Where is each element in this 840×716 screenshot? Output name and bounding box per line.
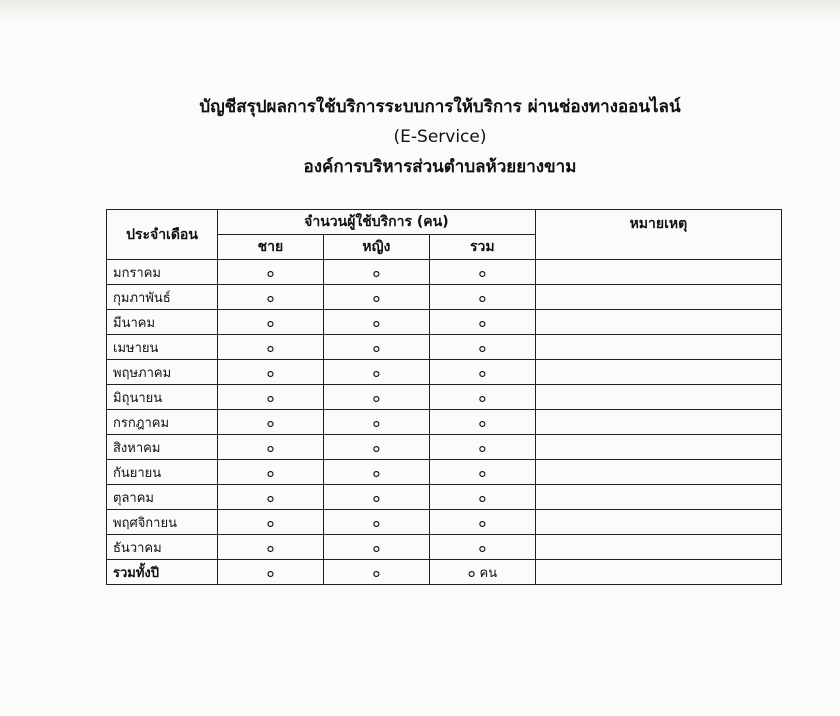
female-cell: ๐ <box>323 385 429 410</box>
note-cell <box>535 360 781 385</box>
female-cell: ๐ <box>323 535 429 560</box>
header-users: จำนวนผู้ใช้บริการ (คน) <box>217 210 535 235</box>
male-cell: ๐ <box>217 335 323 360</box>
total-cell: ๐ <box>429 360 535 385</box>
table-row <box>107 535 782 560</box>
table-row <box>107 460 782 485</box>
female-cell: ๐ <box>323 260 429 285</box>
note-cell <box>535 285 781 310</box>
note-cell <box>535 260 781 285</box>
total-cell: ๐ <box>429 335 535 360</box>
note-cell <box>535 535 781 560</box>
month-cell: พฤศจิกายน <box>107 510 218 535</box>
total-note-cell <box>535 560 781 585</box>
female-cell: ๐ <box>323 310 429 335</box>
month-cell: ตุลาคม <box>107 485 218 510</box>
table-row <box>107 285 782 310</box>
total-cell: ๐ <box>429 535 535 560</box>
month-cell: ธันวาคม <box>107 535 218 560</box>
total-cell: ๐ <box>429 260 535 285</box>
header-month: ประจำเดือน <box>107 210 218 260</box>
total-cell: ๐ <box>429 385 535 410</box>
total-label-cell: รวมทั้งปี <box>107 560 218 585</box>
note-cell <box>535 460 781 485</box>
male-cell: ๐ <box>217 360 323 385</box>
total-cell: ๐ <box>429 410 535 435</box>
table-body <box>107 260 782 585</box>
month-cell: กุมภาพันธ์ <box>107 285 218 310</box>
male-cell: ๐ <box>217 410 323 435</box>
table-row <box>107 385 782 410</box>
female-cell: ๐ <box>323 360 429 385</box>
header-note: หมายเหตุ <box>535 210 781 260</box>
total-cell: ๐ <box>429 460 535 485</box>
table-row <box>107 410 782 435</box>
table-row <box>107 360 782 385</box>
female-cell: ๐ <box>323 485 429 510</box>
male-cell: ๐ <box>217 535 323 560</box>
male-cell: ๐ <box>217 435 323 460</box>
female-cell: ๐ <box>323 335 429 360</box>
header-female: หญิง <box>323 235 429 260</box>
month-cell: มิถุนายน <box>107 385 218 410</box>
table-row <box>107 310 782 335</box>
month-cell: พฤษภาคม <box>107 360 218 385</box>
title-line-1: บัญชีสรุปผลการใช้บริการระบบการให้บริการ ผ่านช่องทางออนไลน์ <box>199 97 681 117</box>
table-row <box>107 335 782 360</box>
service-usage-table <box>106 209 782 585</box>
header-male: ชาย <box>217 235 323 260</box>
header-row-1 <box>107 210 782 235</box>
document-title <box>0 92 840 182</box>
female-cell: ๐ <box>323 435 429 460</box>
male-cell: ๐ <box>217 510 323 535</box>
male-cell: ๐ <box>217 310 323 335</box>
total-cell: ๐ <box>429 435 535 460</box>
table-row <box>107 510 782 535</box>
table-row <box>107 485 782 510</box>
male-cell: ๐ <box>217 285 323 310</box>
header-total: รวม <box>429 235 535 260</box>
female-cell: ๐ <box>323 285 429 310</box>
total-female-cell: ๐ <box>323 560 429 585</box>
month-cell: กรกฎาคม <box>107 410 218 435</box>
note-cell <box>535 410 781 435</box>
female-cell: ๐ <box>323 510 429 535</box>
title-line-2: (E-Service) <box>393 127 487 147</box>
note-cell <box>535 335 781 360</box>
table-row <box>107 260 782 285</box>
total-sum-unit: คน <box>479 565 498 581</box>
total-cell: ๐ <box>429 310 535 335</box>
total-row <box>107 560 782 585</box>
total-male-cell: ๐ <box>217 560 323 585</box>
total-sum-value: ๐ <box>467 565 476 581</box>
month-cell: มกราคม <box>107 260 218 285</box>
note-cell <box>535 485 781 510</box>
male-cell: ๐ <box>217 460 323 485</box>
note-cell <box>535 310 781 335</box>
total-cell: ๐ <box>429 510 535 535</box>
scan-top-edge <box>0 0 840 22</box>
note-cell <box>535 385 781 410</box>
note-cell <box>535 510 781 535</box>
male-cell: ๐ <box>217 260 323 285</box>
total-cell: ๐ <box>429 285 535 310</box>
male-cell: ๐ <box>217 485 323 510</box>
female-cell: ๐ <box>323 460 429 485</box>
female-cell: ๐ <box>323 410 429 435</box>
total-cell: ๐ <box>429 485 535 510</box>
total-sum-cell <box>429 560 535 585</box>
table-row <box>107 435 782 460</box>
month-cell: มีนาคม <box>107 310 218 335</box>
month-cell: กันยายน <box>107 460 218 485</box>
note-cell <box>535 435 781 460</box>
title-line-3: องค์การบริหารส่วนตำบลห้วยยางขาม <box>303 157 577 177</box>
male-cell: ๐ <box>217 385 323 410</box>
month-cell: สิงหาคม <box>107 435 218 460</box>
month-cell: เมษายน <box>107 335 218 360</box>
